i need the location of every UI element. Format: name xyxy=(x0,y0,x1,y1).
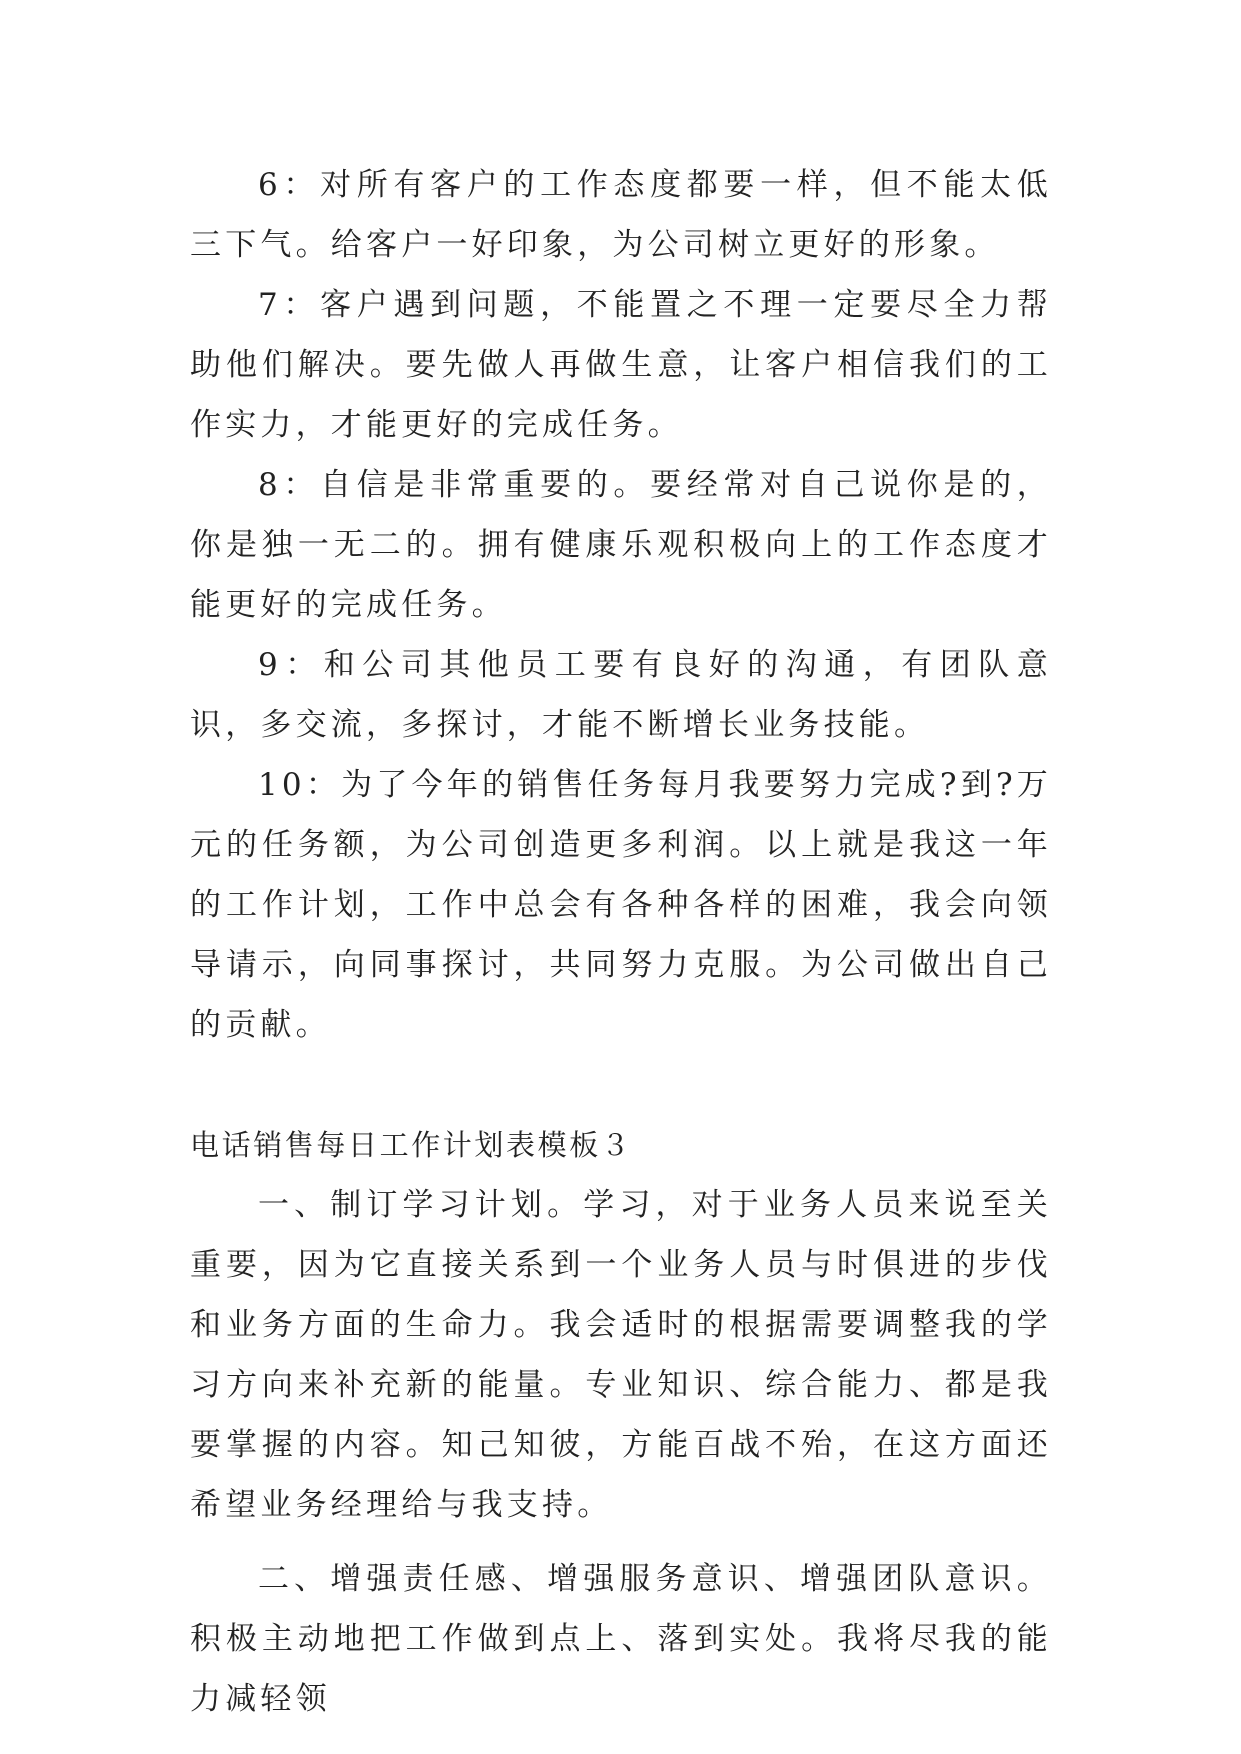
paragraph-8: 8：自信是非常重要的。要经常对自己说你是的，你是独一无二的。拥有健康乐观积极向上的工作态度才能更好的完成任务。 xyxy=(190,467,1052,623)
document-body xyxy=(190,155,1052,1729)
paragraph-6: 6：对所有客户的工作态度都要一样，但不能太低三下气。给客户一好印象，为公司树立更好的形象。 xyxy=(190,167,1052,263)
section-title: 电话销售每日工作计划表模板３ xyxy=(190,1128,633,1162)
paragraph-10: 10：为了今年的销售任务每月我要努力完成?到?万元的任务额，为公司创造更多利润。以上就是我这一年的工作计划，工作中总会有各种各样的困难，我会向领导请示，向同事探讨，共同努力克服。为公司做出自己的贡献。 xyxy=(190,767,1052,1043)
section-paragraph-1: 一、制订学习计划。学习，对于业务人员来说至关重要，因为它直接关系到一个业务人员与时俱进的步伐和业务方面的生命力。我会适时的根据需要调整我的学习方向来补充新的能量。专业知识、综合能力、都是我要掌握的内容。知己知彼，方能百战不殆，在这方面还希望业务经理给与我支持。 xyxy=(190,1187,1052,1523)
section-paragraph-2: 二、增强责任感、增强服务意识、增强团队意识。积极主动地把工作做到点上、落到实处。我将尽我的能力减轻领 xyxy=(190,1561,1052,1717)
paragraph-9: 9：和公司其他员工要有良好的沟通，有团队意识，多交流，多探讨，才能不断增长业务技能。 xyxy=(190,647,1052,743)
paragraph-7: 7：客户遇到问题，不能置之不理一定要尽全力帮助他们解决。要先做人再做生意，让客户相信我们的工作实力，才能更好的完成任务。 xyxy=(190,287,1052,443)
